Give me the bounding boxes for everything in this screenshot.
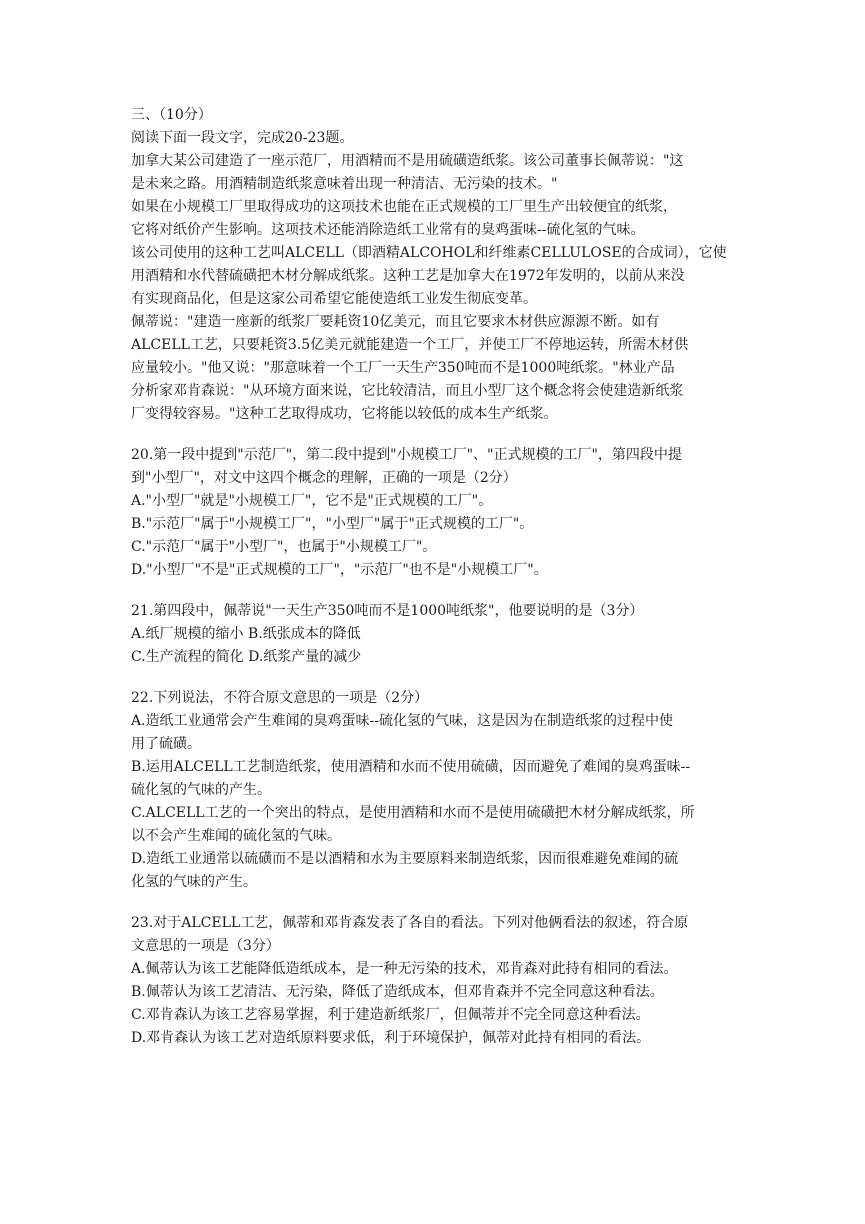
passage-line: ALCELL工艺，只要耗资3.5亿美元就能建造一个工厂，并使工厂不停地运转，所需木材供 (131, 337, 689, 353)
option-a: A."小型厂"就是"小规模工厂"，它不是"正式规模的工厂"。 (131, 493, 493, 509)
question-stem: 20.第一段中提到"示范厂"，第二段中提到"小规模工厂"、"正式规模的工厂"，第四段中提 (131, 447, 682, 463)
passage (131, 150, 727, 426)
passage-line: 用酒精和水代替硫磺把木材分解成纸浆。这种工艺是加拿大在1972年发明的，以前从来没 (131, 268, 685, 284)
option-a: A.佩蒂认为该工艺能降低造纸成本，是一种无污染的技术，邓肯森对此持有相同的看法。 (131, 961, 678, 977)
option-d: D.邓肯森认为该工艺对造纸原料要求低，利于环境保护，佩蒂对此持有相同的看法。 (131, 1030, 651, 1046)
passage-line: 有实现商品化，但是这家公司希望它能使造纸工业发生彻底变革。 (131, 291, 537, 307)
spacer (131, 426, 721, 444)
passage-line: 是未来之路。用酒精制造纸浆意味着出现一种清洁、无污染的技术。" (131, 176, 558, 192)
spacer (131, 582, 721, 600)
passage-line: 如果在小规模工厂里取得成功的这项技术也能在正式规模的工厂里生产出较便宜的纸浆， (131, 199, 677, 215)
passage-line: 佩蒂说："建造一座新的纸浆厂要耗资10亿美元，而且它要求木材供应源源不断。如有 (131, 314, 660, 330)
question-stem: 23.对于ALCELL工艺，佩蒂和邓肯森发表了各自的看法。下列对他俩看法的叙述，符合原 (131, 915, 689, 931)
option-b: B.佩蒂认为该工艺清洁、无污染，降低了造纸成本，但邓肯森并不完全同意这种看法。 (131, 984, 664, 1000)
option-c: C.ALCELL工艺的一个突出的特点，是使用酒精和水而不是使用硫磺把木材分解成纸浆，所 (131, 805, 695, 821)
option-b: B.运用ALCELL工艺制造纸浆，使用酒精和水而不使用硫磺，因而避免了难闻的臭鸡蛋味-- (131, 759, 691, 775)
question-stem: 文意思的一项是（3分） (131, 938, 280, 954)
option-ab: A.纸厂规模的缩小 B.纸张成本的降低 (131, 626, 361, 642)
option-c-cont: 以不会产生难闻的硫化氢的气味。 (131, 828, 341, 844)
instruction: 阅读下面一段文字，完成20-23题。 (131, 130, 354, 146)
question-22 (131, 687, 721, 894)
question-stem: 22.下列说法，不符合原文意思的一项是（2分） (131, 690, 429, 706)
passage-line: 分析家邓肯森说："从环境方面来说，它比较清洁，而且小型厂这个概念将会使建造新纸浆 (131, 383, 684, 399)
passage-line: 它将对纸价产生影响。这项技术还能消除造纸工业常有的臭鸡蛋味--硫化氢的气味。 (131, 222, 645, 238)
option-d: D."小型厂"不是"正式规模的工厂"，"示范厂"也不是"小规模工厂"。 (131, 562, 548, 578)
passage-line: 应量较小。"他又说："那意味着一个工厂一天生产350吨而不是1000吨纸浆。"林业产品 (131, 360, 675, 376)
question-21 (131, 600, 721, 669)
option-c: C.邓肯森认为该工艺容易掌握，利于建造新纸浆厂，但佩蒂并不完全同意这种看法。 (131, 1007, 650, 1023)
option-d: D.造纸工业通常以硫磺而不是以酒精和水为主要原料来制造纸浆，因而很难避免难闻的硫 (131, 851, 679, 867)
option-b: B."示范厂"属于"小规模工厂"，"小型厂"属于"正式规模的工厂"。 (131, 516, 534, 532)
option-d-cont: 化氢的气味的产生。 (131, 874, 257, 890)
exam-page (131, 104, 727, 1050)
question-20 (131, 444, 721, 582)
passage-line: 厂变得较容易。"这种工艺取得成功，它将能以较低的成本生产纸浆。 (131, 406, 558, 422)
option-cd: C.生产流程的简化 D.纸浆产量的减少 (131, 649, 362, 665)
spacer (131, 669, 721, 687)
passage-line: 该公司使用的这种工艺叫ALCELL（即酒精ALCOHOL和纤维素CELLULOSE的合成词），它使 (131, 245, 727, 261)
option-b-cont: 硫化氢的气味的产生。 (131, 782, 271, 798)
option-c: C."示范厂"属于"小型厂"，也属于"小规模工厂"。 (131, 539, 437, 555)
section-header: 三、（10分） (131, 107, 212, 123)
option-a-cont: 用了硫磺。 (131, 736, 201, 752)
question-stem: 到"小型厂"，对文中这四个概念的理解，正确的一项是（2分） (131, 470, 517, 486)
question-stem: 21.第四段中，佩蒂说"一天生产350吨而不是1000吨纸浆"，他要说明的是（3分） (131, 603, 644, 619)
question-23 (131, 912, 721, 1050)
option-a: A.造纸工业通常会产生难闻的臭鸡蛋味--硫化氢的气味，这是因为在制造纸浆的过程中使 (131, 713, 674, 729)
passage-line: 加拿大某公司建造了一座示范厂，用酒精而不是用硫磺造纸浆。该公司董事长佩蒂说："这 (131, 153, 684, 169)
spacer (131, 894, 721, 912)
